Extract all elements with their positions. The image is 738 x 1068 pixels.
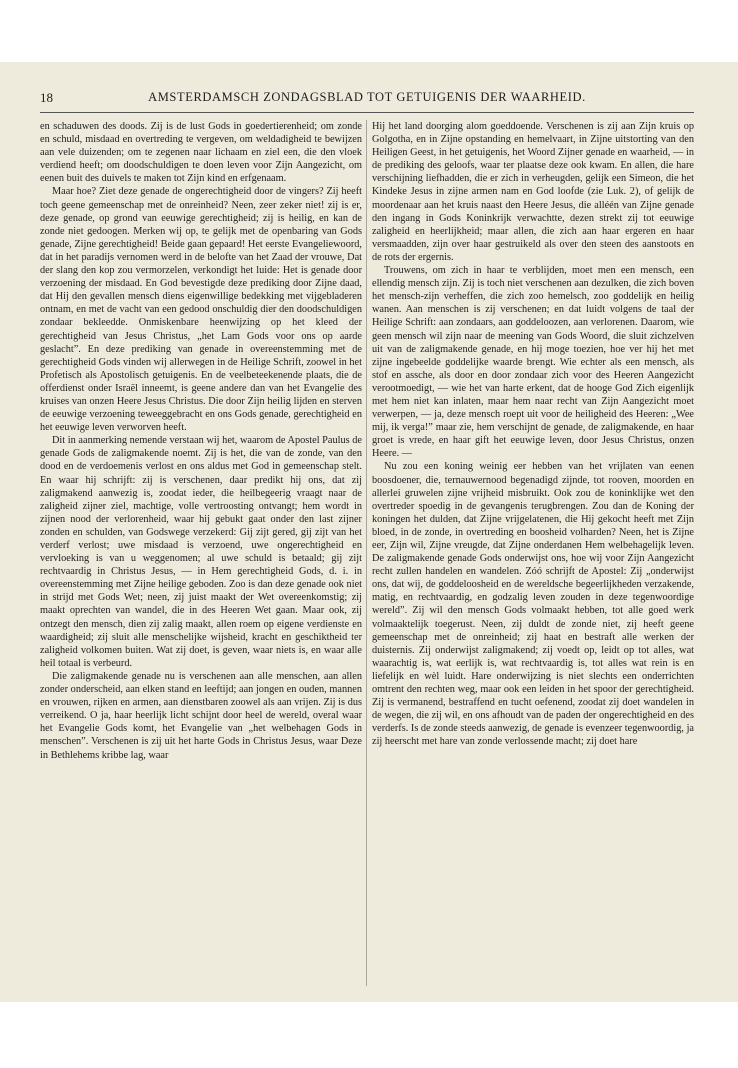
- running-title: AMSTERDAMSCH ZONDAGSBLAD TOT GETUIGENIS DER WAARHEID.: [148, 90, 586, 104]
- page-header: [40, 90, 694, 108]
- right-paragraph-1: Hij het land doorging alom goeddoende. Verschenen is zij aan Zijn kruis op Golgotha, en in Zijne opstanding en hemelvaart, in Zijne uitstorting van den Heiligen Geest, in het getuigenis, het Woord Zijner genade en waarheid, — in de prediking des geloofs, waar ter plaatse deze ook kwam. En allen, die hare verschijning liefhadden, die er zich in verheugden, gelijk een Simeon, die het Kindeke Jesus in zijne armen nam en God loofde (zie Luk. 2), of gelijk de moordenaar aan het kruis naast den Heere Jesus, die alléén van Zijne genade den ingang in Gods Koninkrijk verwachtte, dezen strekt zij tot eeuwige zaligheid en heerlijkheid; maar allen, die zich aan haar ergeren en haar versmaadden, zijn over haar gestruikeld als over den steen des aanstoots en de rots der ergernis.: [372, 121, 694, 263]
- left-paragraph-2: Maar hoe? Ziet deze genade de ongerechtigheid door de vingers? Zij heeft toch geene gemeenschap met de onreinheid? Neen, zeer zeker niet! zij is er, deze genade, op grond van eeuwige gerechtigheid; zij is heilig, en kan de zonde niet gedoogen. Merken wij op, te gelijk met de openbaring van Gods genade, Zijne gerechtigheid! Beide gaan gepaard! Het eerste Evangeliewoord, dat in het paradijs vernomen werd in de belofte van het Zaad der vrouwe, Dat der slang den kop zou vermorzelen, verkondigt het luide: Het is genade door verzoening der misdaad. En God bevestigde deze prediking door Zijne daad, dat Hij den gevallen mensch diens eigenwillige bedekking met vijgebladeren ontnam, en met de vacht van een gedood onschuldig dier den doodschuldigen zondaar bekleedde. Onmiskenbare heenwijzing op het kleed der gerechtigheid van Jesus Christus, „het Lam Gods voor ons op aarde geslacht”. En deze prediking van genade in overeenstemming met de gerechtigheid Gods vinden wij allerwegen in de Heilige Schrift, zoowel in het Profetisch als Apostolisch getuigenis. En de veelbeteekenende plaats, die de offerdienst onder Israël inneemt, is geene andere dan van het Evangelie des kruises van onzen Heere Jesus Christus. Die door Zijn heilig lijden en sterven de eeuwige verzoening teweeggebracht en ons Gods genade, gerechtigheid en het eeuwige leven verworven heeft.: [40, 186, 362, 434]
- right-column: [372, 120, 694, 986]
- header-rule: [40, 112, 694, 113]
- right-paragraph-3: Nu zou een koning weinig eer hebben van het vrijlaten van eenen boosdoener, die, ternauwernood begenadigd zijnde, tot rooven, moorden en allerlei gruwelen zijne vrijheid misbruikt. Ook zou de koninklijke wet den overtreder spoedig in de gevangenis terugbrengen. Zou dan de Koning der koningen het dulden, dat Zijne vrijgelatenen, die Hij gekocht heeft met Zijn bloed, in de zonde, in overtreding en boosheid volharden? Neen, het is Zijne eer, Zijn wil, Zijne vreugde, dat Zijne onderdanen Hem welbehagelijk leven. De zaligmakende genade Gods onderwijst ons, hoe wij voor Zijn Aangezicht recht zullen handelen en wandelen. Zóó schrijft de Apostel: Zij „onderwijst ons, dat wij, de goddeloosheid en de wereldsche begeerlijkheden verzakende, matig, en rechtvaardig, en godzalig leven zouden in deze tegenwoordige wereld”. Zij wil den mensch Gods volmaakt hebben, tot alle goed werk volmaaktelijk toegerust. Neen, zij duldt de zonde niet, zij heeft geene gemeenschap met de onreinheid; zij haat en bestraft alle werken der duisternis. Zij onderwijst zaligmakend; zij voedt op, leidt op tot alles, wat waarachtig is, wat eerlijk is, wat rechtvaardig is, tot alles wat rein is en liefelijk en wèl luidt. Hare onderwijzing is niet slechts een onderrichten omtrent den rechten weg, maar ook een leiden in het spoor der gerechtigheid. Zij is vermanend, bestraffend en tucht oefenend, zoodat zij doet wandelen in de wegen, die zij wil, en ons afhoudt van de paden der ongerechtigheid en des verderfs. Is de zonde steeds aanwezig, de genade is evenzeer tegenwoordig, ja zij heerscht met hare van zonde verlossende macht; zij doet hare: [372, 461, 694, 748]
- left-paragraph-3: Dit in aanmerking nemende verstaan wij het, waarom de Apostel Paulus de genade Gods de zaligmakende noemt. Zij is het, die van de zonde, van den dood en de verdoemenis verlost en ons aldus met God in gemeenschap stelt. En waar hij schrijft: zij is verschenen, daar predikt hij ons, dat zij zaligmakend aanwezig is, zoodat ieder, die heilbegeerig vraagt naar de zaligheid zijner ziel, machtige, volle vertroosting ontvangt; hem wordt in zijnen nood der verlorenheid, waar hij gebukt gaat onder den last zijner zonden en schulden, van Godswege verzekerd: Gij zijt gered, gij zijt van het verderf verlost; uwe misdaad is verzoend, uwe ongerechtigheid en vervloeking is van u weggenomen; al uwe schuld is betaald; gij zijt rechtvaardig in Christus Jesus, — in Hem gerechtigheid Gods, d. i. in overeenstemming met Zijne heilige geboden. Zoo is dan deze genade ook niet in strijd met Gods Wet; neen, zij juist maakt der Wet overeenkomstig; zij maakt oprechten van wandel, die in des Heeren Wet gaan. Maar ook, zij ontzegt den mensch, dien zij zalig maakt, allen roem op eigene verdienste en waardigheid; zij sluit alle menschelijke wijsheid, kracht en geschiktheid ter zaligheid volkomen buiten. Wat zij doet, is geven, waar niets is, en waar alle heil totaal is verbeurd.: [40, 435, 362, 669]
- page-number: 18: [40, 90, 53, 105]
- column-divider: [366, 120, 367, 986]
- left-paragraph-1: en schaduwen des doods. Zij is de lust Gods in goedertierenheid; om zonde en schuld, misdaad en overtreding te vergeven, om weldadigheid te bewijzen aan vele duizenden; om te zegenen naar lichaam en ziel een, die den vloek verdiend heeft; om doodschuldigen te doen leven voor Zijn Aangezicht, om eenen buit des duivels te maken tot Zijn kind en erfgenaam.: [40, 121, 362, 185]
- left-paragraph-4: Die zaligmakende genade nu is verschenen aan alle menschen, aan allen zonder onderscheid, aan elken stand en leeftijd; aan jongen en ouden, mannen en vrouwen, rijken en armen, aan dienstbaren zoowel als aan vrijen. Zij is dus verreikend. O ja, haar heerlijk licht schijnt door heel de wereld, overal waar het Evangelie Gods komt, het Evangelie van „het welbehagen Gods in menschen”. Verschenen is zij uit het harte Gods in Christus Jesus, waar Deze in Bethlehems kribbe lag, waar: [40, 670, 362, 761]
- left-column: [40, 120, 362, 986]
- right-paragraph-2: Trouwens, om zich in haar te verblijden, moet men een mensch, een ellendig mensch zijn. Zij is toch niet verschenen aan dezulken, die zich boven het mensch-zijn verheffen, die zich zoo hemelsch, zoo goddelijk en heilig wanen. Aan menschen is zij verschenen; en dat luidt volgens de taal der Heilige Schrift: aan zondaars, aan goddeloozen, aan verlorenen. Daarom, wie geen mensch wil zijn naar de meening van Gods Woord, die sluit zichzelven uit van de zaligmakende genade, en hij moge toezien, hoe ver hij het met zijne ingebeelde goddelijke waarde brengt. Wie echter als een mensch, als stof en assche, als door en door zondaar zich voor des Heeren Aangezicht verootmoedigt, — wie het van harte erkent, dat de hooge God Zich eigenlijk met hem niet kan inlaten, maar hem naar recht van Zijn Aangezicht moet verwerpen, — ja, deze mensch roept uit voor de heiligheid des Heeren: „Wee mij, ik verga!” maar zie, hem verschijnt de genade, de zaligmakende, en haar groet is vrede, en haar gift het eeuwige leven, door Jesus Christus, onzen Heere. —: [372, 265, 694, 460]
- newspaper-page: [0, 62, 738, 1002]
